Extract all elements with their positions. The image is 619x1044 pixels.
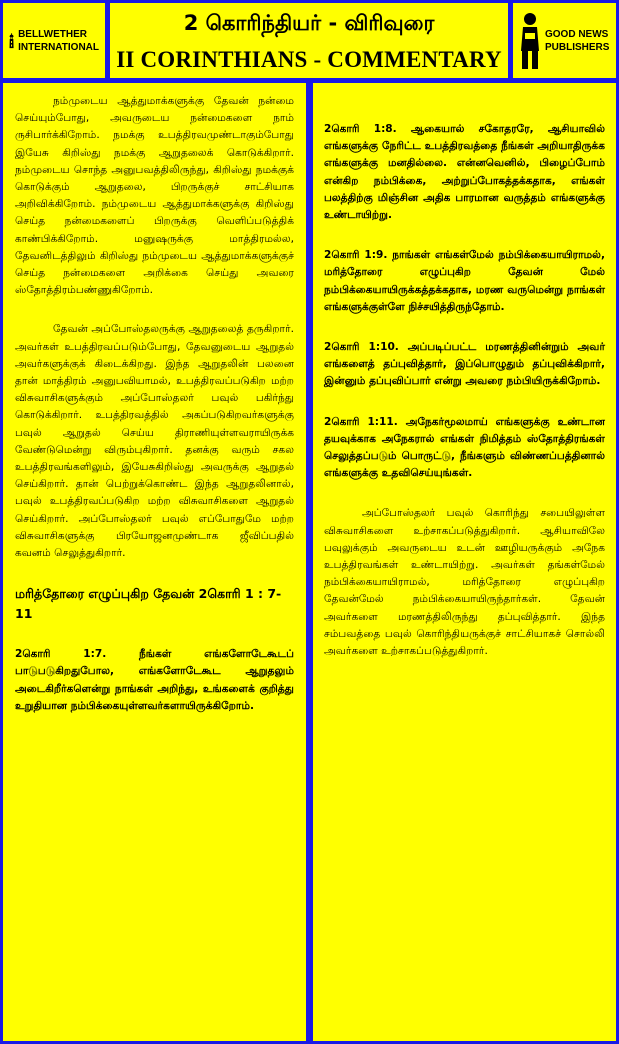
commentary-paragraph-2: தேவன் அப்போஸ்தலருக்கு ஆறுதலைத் தருகிறார். அவர்கள் உபத்திரவப்படும்போது, தேவனுடைய ஆறுதல் அவர்களுக்குக் கிடைக்கிறது. இந்த ஆறுதலின் பலனை தான் மாத்திரம் அனுபவியாமல், உபத்திரவப்படுகிற மற்ற விசுவாசிகளுக்கும் அப்போஸ்தலர் பவுல் பகிர்ந்து கொடுக்கிறார். உபத்திரவத்தில் அகப்படுகிறவர்களுக்கு பவுல் ஆறுதல் செய்ய திராணியுள்ளவராயிருக்க வேண்டுமென்று விரும்புகிறார். தனக்கு வரும் சகல உபத்திரவங்களிலும், இயேசுகிறிஸ்து அவருக்கு ஆறுதல் செய்கிறார். தான் பெற்றுக்கொண்ட இந்த ஆறுதலினால், பவுல் உபத்திரவப்படுகிற மற்ற விசுவாசிகளை ஆறுதல் செய்கிறார். அப்போஸ்தலர் பவுல் எப்போதுமே மற்ற விசுவாசிகளுக்கு பிரயோஜனமுண்டாக ஜீவிப்பதில் கவனம் செலுத்துகிறார்.	[15, 323, 294, 560]
commentary-paragraph-1: நம்முடைய ஆத்துமாக்களுக்கு தேவன் நன்மை செய்யும்போது, அவருடைய நன்மைகளை நாம் ருசிபார்க்கிறோம். நமக்கு உபத்திரவமுண்டாகும்போது இயேசு கிறிஸ்து நமக்கு ஆறுதலைக் கொடுக்கிறார். நம்முடைய சொந்த அனுபவத்திலிருந்து, கிறிஸ்து நமக்குக் கொடுக்கும் ஆறுதலை, பிறருக்குச் சாட்சியாக அறிவிக்கிறோம். நம்முடைய ஆத்துமாக்களுக்கு கிறிஸ்து செய்த நன்மைகளைப் பிறருக்கு வெளிப்படுத்திக் காண்பிக்கிறோம். மனுஷருக்கு மாத்திரமல்ல, தேவனிடத்திலும் கிறிஸ்து நம்முடைய ஆத்துமாக்களுக்குச் செய்த நன்மைகளை அறிக்கை செய்து அவரை ஸ்தோத்திரம்பண்ணுகிறோம்.	[15, 95, 294, 297]
page-title-tamil: 2 கொரிந்தியர் - விரிவுரை	[183, 11, 435, 35]
bellwether-line1: BELLWETHER	[18, 28, 87, 40]
title-box	[110, 3, 508, 78]
section-heading: மரித்தோரை எழுப்புகிற தேவன் 2கொரி 1 : 7-11	[15, 586, 282, 622]
bell-tower-icon	[9, 11, 14, 71]
left-column	[3, 83, 306, 1041]
verse-1-9: 2கொரி 1:9. நாங்கள் எங்கள்மேல் நம்பிக்கையாயிராமல், மரித்தோரை எழுப்புகிற தேவன் மேல் நம்பிக்கையாயிருக்கத்தக்கதாக, மரண வருமென்று நாங்கள் எங்களுக்குள்ளே நிச்சயித்திருந்தோம்.	[324, 249, 605, 313]
right-column	[313, 83, 616, 1041]
book-reader-icon	[519, 11, 541, 71]
commentary-paragraph-3: அப்போஸ்தலர் பவுல் கொரிந்து சபையிலுள்ள விசுவாசிகளை உற்சாகப்படுத்துகிறார். ஆசியாவிலே பவுலுக்கும் அவருடைய உடன் ஊழியருக்கும் அநேக உபத்திரவங்கள் உண்டாயிற்று. அவர்கள் தங்கள்மேல் நம்பிக்கையாயிராமல், மரித்தோரை எழுப்புகிற தேவன்மேல் நம்பிக்கையாயிருந்தார்கள். தேவன் அவர்களை மரணத்திலிருந்து தப்புவித்தார். இந்த சம்பவத்தை பவுல் கொரிந்தியருக்குச் சாட்சியாகச் சொல்லி அவர்களை உற்சாகப்படுத்துகிறார்.	[324, 507, 605, 658]
bellwether-line2: INTERNATIONAL	[18, 41, 99, 53]
verse-1-11: 2கொரி 1:11. அநேகர்மூலமாய் எங்களுக்கு உண்டான தயவுக்காக அநேகரால் எங்கள் நிமித்தம் ஸ்தோத்திரங்கள் செலுத்தப்படும் பொருட்டு, நீங்களும் விண்ணப்பத்தினால் எங்களுக்கு உதவிசெய்யுங்கள்.	[324, 415, 605, 480]
good-news-line2: PUBLISHERS	[545, 41, 610, 53]
page-title-english: II CORINTHIANS - COMMENTARY	[116, 47, 502, 72]
bellwether-logo	[3, 3, 105, 78]
good-news-logo	[513, 3, 616, 78]
good-news-line1: GOOD NEWS	[545, 28, 609, 40]
verse-1-7: 2கொரி 1:7. நீங்கள் எங்களோடேகூடப் பாடுபடுகிறதுபோல, எங்களோடேகூட ஆறுதலும் அடைகிறீர்களென்று நாங்கள் அறிந்து, உங்களைக் குறித்து உறுதியான நம்பிக்கையுள்ளவர்களாயிருக்கிறோம்.	[15, 648, 294, 712]
verse-1-8: 2கொரி 1:8. ஆகையால் சகோதரரே, ஆசியாவில் எங்களுக்கு நேரிட்ட உபத்திரவத்தை நீங்கள் அறியாதிருக்க எங்களுக்கு மனதில்லை. என்னவெனில், பிழைப்போம் என்கிற நம்பிக்கை, அற்றுப்போகத்தக்கதாக, எங்கள் பலத்திற்கு மிஞ்சின அதிக பாரமான வருத்தம் எங்களுக்கு உண்டாயிற்று.	[324, 123, 605, 222]
verse-1-10: 2கொரி 1:10. அப்படிப்பட்ட மரணத்தினின்றும் அவர் எங்களைத் தப்புவித்தார், இப்பொழுதும் தப்புவிக்கிறார், இன்னும் தப்புவிப்பார் என்று அவரை நம்பியிருக்கிறோம்.	[324, 341, 605, 388]
